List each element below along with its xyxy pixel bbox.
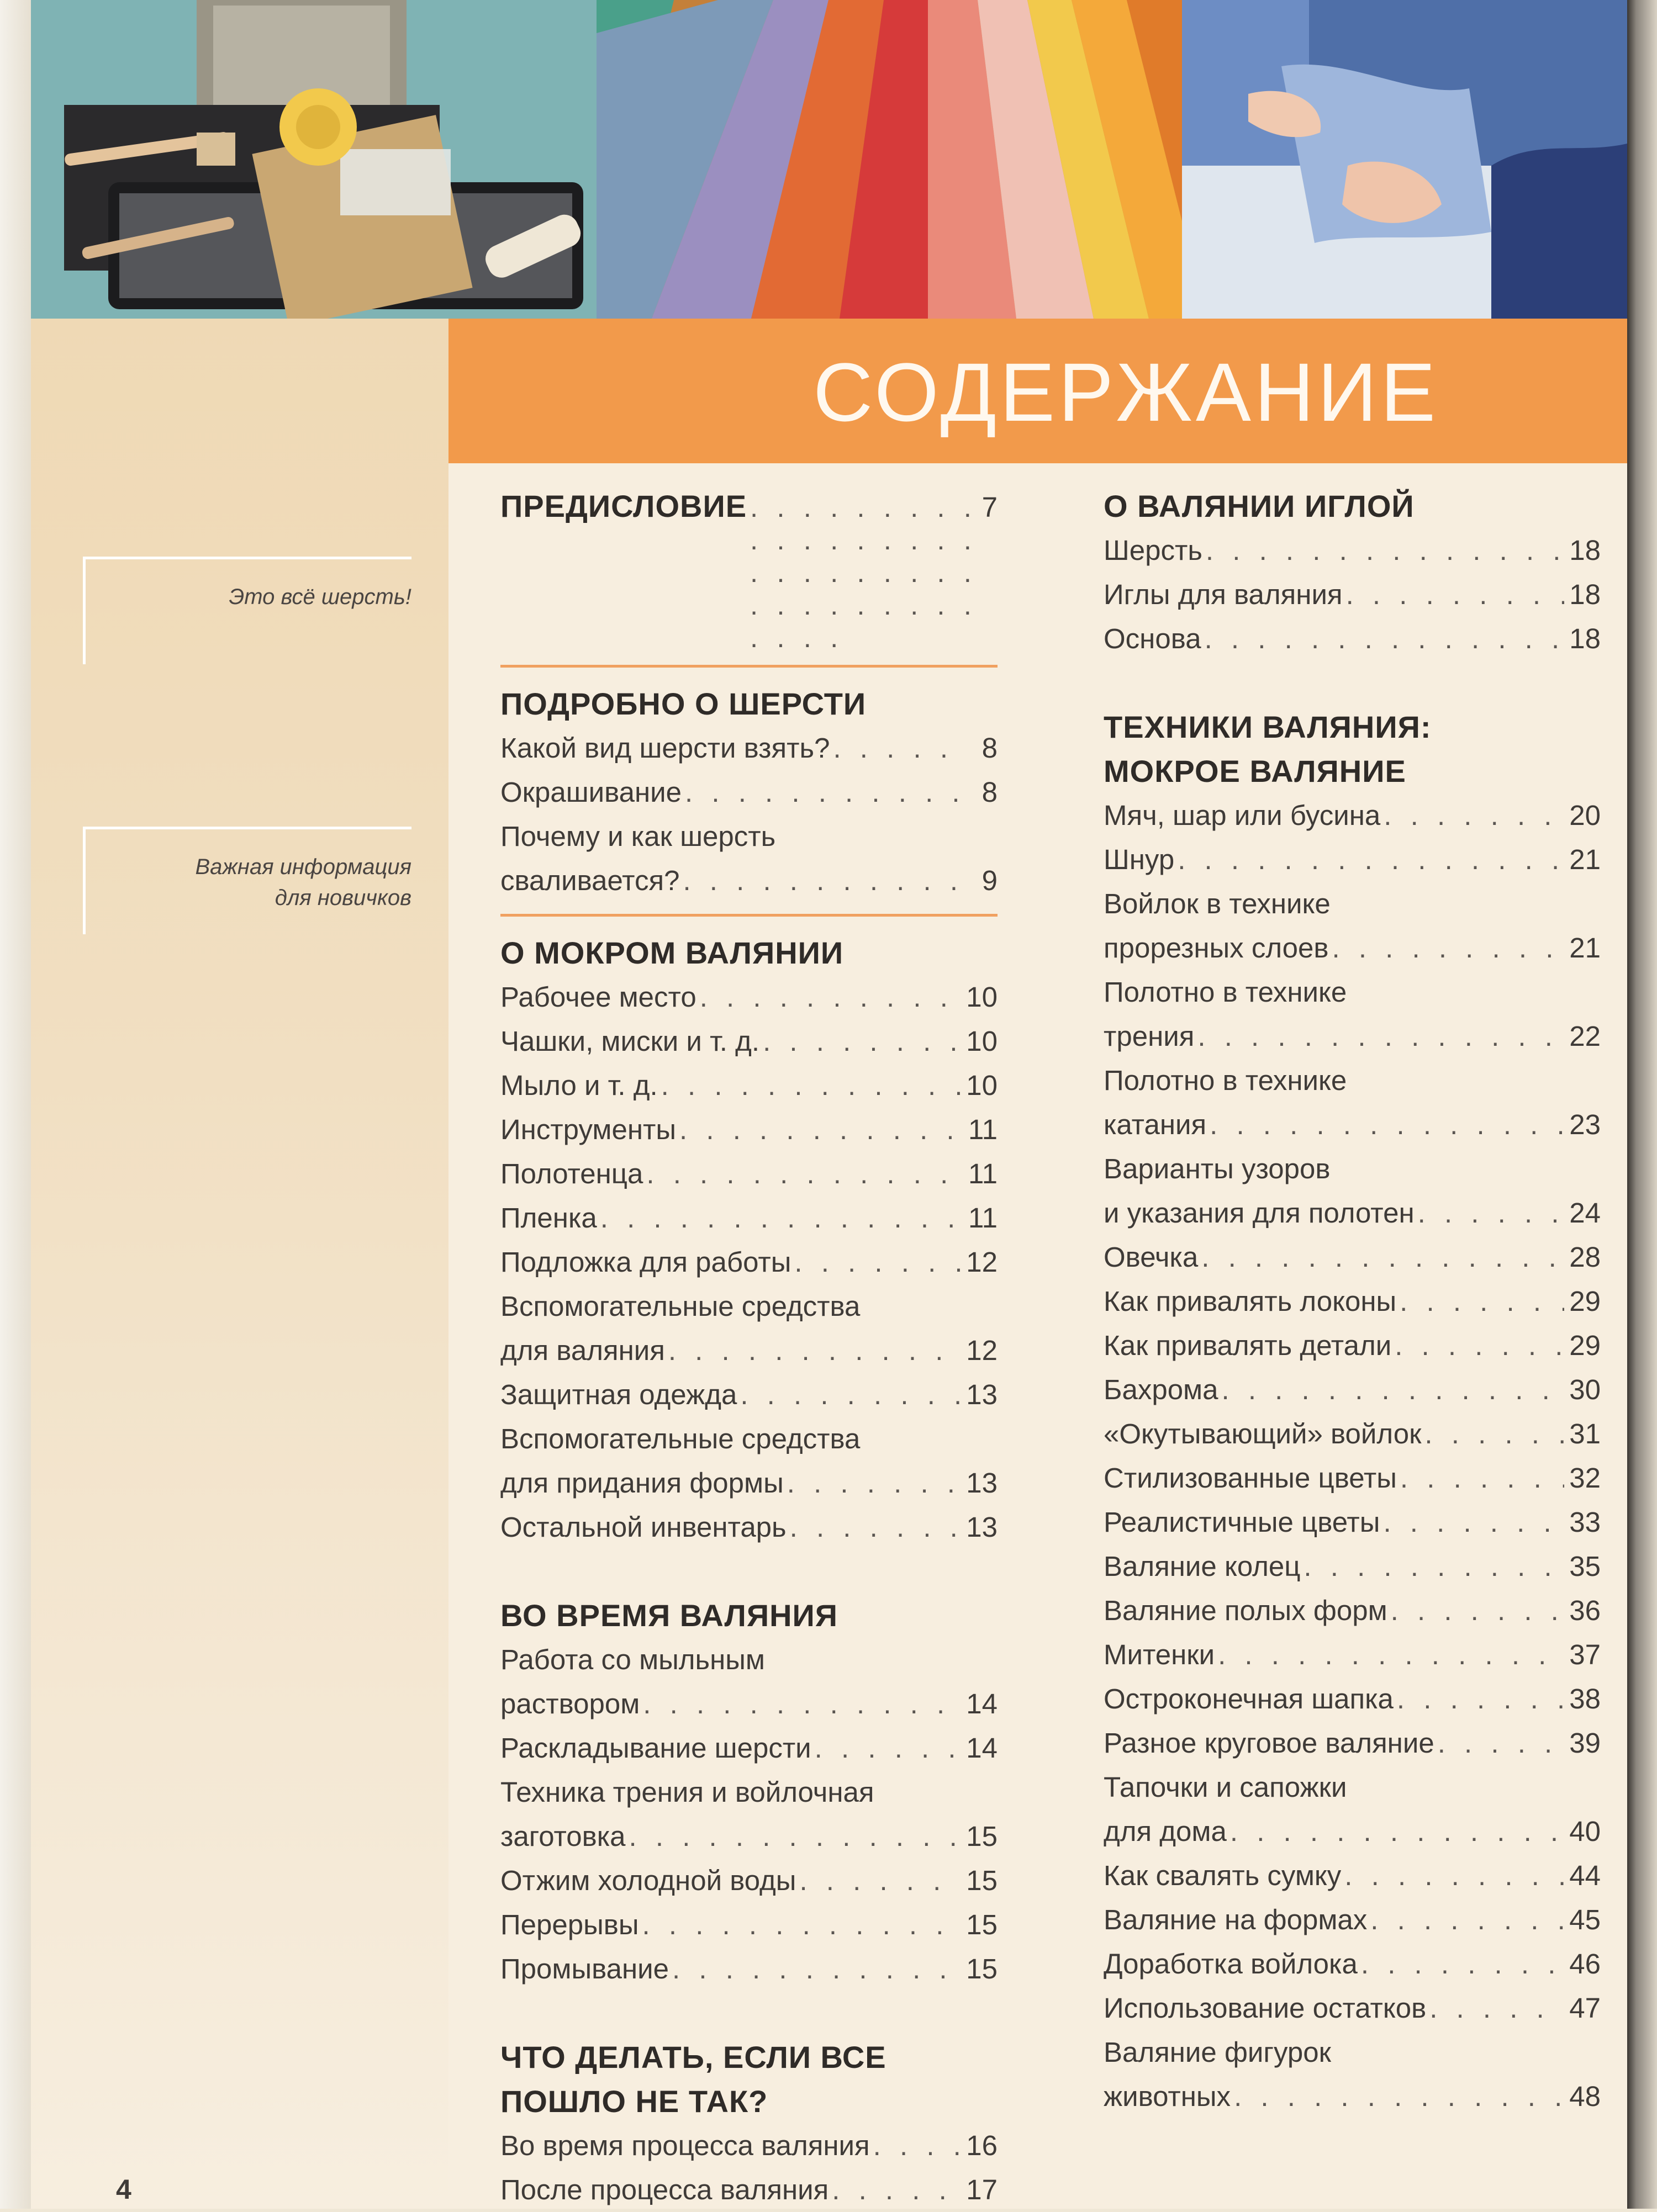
page-ref: 9 bbox=[981, 865, 998, 896]
toc-entry-label: «Окутывающий» войлок bbox=[1104, 1418, 1422, 1449]
leader-dots bbox=[750, 491, 979, 654]
leader-dots bbox=[1201, 1235, 1564, 1279]
toc-entry-label[interactable]: Вспомогательные средства bbox=[500, 1423, 861, 1454]
toc-entry-label: Доработка войлока bbox=[1104, 1948, 1358, 1980]
page-title: СОДЕРЖАНИЕ bbox=[813, 346, 1439, 438]
leader-dots bbox=[794, 1240, 961, 1284]
toc-entry-label: Пленка bbox=[500, 1202, 597, 1234]
leader-dots bbox=[763, 1019, 961, 1063]
page-ref: 37 bbox=[1569, 1639, 1601, 1670]
page-ref: 21 bbox=[1569, 844, 1601, 875]
leader-dots bbox=[600, 1196, 961, 1240]
toc-entry-label: Инструменты bbox=[500, 1114, 677, 1145]
toc-entry-label: Как свалять сумку bbox=[1104, 1860, 1342, 1891]
leader-dots bbox=[672, 1947, 961, 1991]
toc-entry-label: трения bbox=[1104, 1020, 1195, 1052]
page-ref: 12 bbox=[966, 1246, 998, 1278]
page-ref: 14 bbox=[966, 1688, 998, 1719]
leader-dots bbox=[1178, 838, 1564, 882]
toc-entry-label: раствором bbox=[500, 1688, 640, 1719]
toc-entry[interactable] bbox=[500, 1505, 998, 1549]
leader-dots bbox=[1391, 1589, 1564, 1633]
toc-section-title: ТЕХНИКИ ВАЛЯНИЯ: bbox=[1104, 710, 1432, 744]
toc-entry[interactable] bbox=[500, 1019, 998, 1063]
toc-entry[interactable] bbox=[500, 2168, 998, 2212]
page-left-edge bbox=[0, 0, 31, 2209]
section-gap bbox=[500, 1991, 998, 2035]
sidebar-note-wool bbox=[83, 557, 411, 664]
toc-entry-label: После процесса валяния bbox=[500, 2174, 829, 2205]
leader-dots bbox=[1210, 1103, 1564, 1147]
toc-entry[interactable] bbox=[1104, 1191, 1601, 1235]
toc-entry[interactable] bbox=[500, 1726, 998, 1770]
page-ref: 8 bbox=[981, 732, 998, 764]
toc-entry[interactable] bbox=[500, 1329, 998, 1373]
page-ref: 44 bbox=[1569, 1860, 1601, 1891]
toc-entry-label: Промывание bbox=[500, 1953, 669, 1985]
toc-entry-label: Овечка bbox=[1104, 1241, 1199, 1273]
toc-entry-label: Шерсть bbox=[1104, 535, 1202, 566]
toc-entry-label[interactable]: Вспомогательные средства bbox=[500, 1290, 861, 1322]
toc-entry[interactable] bbox=[1104, 1986, 1601, 2030]
section-gap bbox=[500, 1549, 998, 1594]
photo-hands-felting bbox=[1182, 0, 1627, 319]
page-ref: 13 bbox=[966, 1511, 998, 1543]
page-ref: 30 bbox=[1569, 1374, 1601, 1405]
page-ref: 10 bbox=[966, 1070, 998, 1101]
toc-column-right bbox=[1104, 484, 1601, 2119]
leader-dots bbox=[1438, 1721, 1564, 1765]
toc-section-title: ПОДРОБНО О ШЕРСТИ bbox=[500, 686, 867, 721]
page-ref: 18 bbox=[1569, 535, 1601, 566]
section-divider bbox=[500, 665, 998, 668]
page-ref: 20 bbox=[1569, 800, 1601, 831]
leader-dots bbox=[1222, 1368, 1565, 1412]
page-ref: 32 bbox=[1569, 1462, 1601, 1494]
toc-entry-label: для придания формы bbox=[500, 1467, 784, 1499]
toc-entry[interactable] bbox=[500, 1063, 998, 1108]
page-ref: 11 bbox=[968, 1158, 998, 1189]
page-ref: 31 bbox=[1569, 1418, 1601, 1449]
page-ref: 10 bbox=[966, 1025, 998, 1057]
toc-section-title: О МОКРОМ ВАЛЯНИИ bbox=[500, 935, 844, 970]
page-ref: 38 bbox=[1569, 1683, 1601, 1714]
leader-dots bbox=[642, 1903, 961, 1947]
toc-column-left bbox=[500, 484, 998, 2212]
toc-entry-label: сваливается? bbox=[500, 865, 680, 896]
page-ref: 29 bbox=[1569, 1330, 1601, 1361]
leader-dots bbox=[1383, 1500, 1564, 1544]
leader-dots bbox=[1424, 1412, 1564, 1456]
leader-dots bbox=[661, 1063, 961, 1108]
toc-entry-label: Как привалять локоны bbox=[1104, 1285, 1397, 1317]
page-ref: 21 bbox=[1569, 932, 1601, 964]
toc-entry[interactable] bbox=[1104, 1014, 1601, 1059]
leader-dots bbox=[1397, 1677, 1564, 1721]
toc-entry-label[interactable]: Полотно в технике bbox=[1104, 1065, 1347, 1096]
toc-entry-label[interactable]: Работа со мыльным bbox=[500, 1644, 765, 1675]
toc-entry-label: Какой вид шерсти взять? bbox=[500, 732, 830, 764]
sidebar-note-text: Важная информация bbox=[195, 855, 411, 879]
toc-entry-label: Защитная одежда bbox=[500, 1379, 737, 1410]
leader-dots bbox=[1400, 1456, 1564, 1500]
toc-entry-label: Иглы для валяния bbox=[1104, 579, 1343, 610]
toc-entry[interactable] bbox=[1104, 838, 1601, 882]
section-divider bbox=[500, 914, 998, 917]
page-ref: 45 bbox=[1569, 1904, 1601, 1935]
toc-entry[interactable] bbox=[1104, 1854, 1601, 1898]
toc-section-title: ПРЕДИСЛОВИЕ bbox=[500, 489, 747, 523]
toc-entry-label: Валяние колец bbox=[1104, 1550, 1301, 1582]
page-ref: 28 bbox=[1569, 1241, 1601, 1273]
toc-entry[interactable] bbox=[1104, 793, 1601, 838]
toc-entry-label: Шнур bbox=[1104, 844, 1175, 875]
page-ref: 18 bbox=[1569, 623, 1601, 654]
toc-entry-label[interactable]: Тапочки и сапожки bbox=[1104, 1771, 1347, 1803]
leader-dots bbox=[799, 1859, 961, 1903]
toc-entry-label: и указания для полотен bbox=[1104, 1197, 1415, 1229]
page-ref: 8 bbox=[981, 776, 998, 808]
leader-dots bbox=[790, 1505, 961, 1549]
page-ref: 33 bbox=[1569, 1506, 1601, 1538]
toc-entry[interactable] bbox=[1104, 1633, 1601, 1677]
section-gap bbox=[1104, 661, 1601, 705]
toc-entry-label: Остроконечная шапка bbox=[1104, 1683, 1394, 1714]
page-ref: 15 bbox=[966, 1865, 998, 1896]
sidebar-note-text: Это всё шерсть! bbox=[229, 585, 411, 609]
toc-entry-label[interactable]: Полотно в технике bbox=[1104, 976, 1347, 1008]
toc-entry[interactable] bbox=[1104, 1456, 1601, 1500]
toc-entry[interactable] bbox=[500, 1947, 998, 1991]
toc-entry[interactable] bbox=[1104, 1412, 1601, 1456]
page-ref: 22 bbox=[1569, 1020, 1601, 1052]
page-ref: 7 bbox=[981, 491, 998, 523]
toc-entry-label[interactable]: Валяние фигурок bbox=[1104, 2036, 1331, 2068]
page-ref: 48 bbox=[1569, 2081, 1601, 2112]
toc-entry-label[interactable]: Почему и как шерсть bbox=[500, 821, 776, 852]
leader-dots bbox=[1234, 2075, 1564, 2119]
toc-entry[interactable] bbox=[500, 975, 998, 1019]
page-ref: 12 bbox=[966, 1335, 998, 1366]
toc-entry-label: Как привалять детали bbox=[1104, 1330, 1392, 1361]
toc-entry-label: катания bbox=[1104, 1109, 1207, 1140]
leader-dots bbox=[1218, 1633, 1564, 1677]
toc-entry-label: Остальной инвентарь bbox=[500, 1511, 787, 1543]
page-ref: 18 bbox=[1569, 579, 1601, 610]
toc-entry[interactable] bbox=[500, 859, 998, 903]
toc-entry[interactable] bbox=[1104, 1677, 1601, 1721]
toc-entry-label: Окрашивание bbox=[500, 776, 682, 808]
toc-entry[interactable] bbox=[500, 1461, 998, 1505]
page-ref: 24 bbox=[1569, 1197, 1601, 1229]
toc-section-title: ПОШЛО НЕ ТАК? bbox=[500, 2084, 768, 2119]
leader-dots bbox=[815, 1726, 961, 1770]
toc-entry-label: Полотенца bbox=[500, 1158, 643, 1189]
leader-dots bbox=[1346, 573, 1564, 617]
toc-entry[interactable] bbox=[1104, 1279, 1601, 1324]
toc-section-title: О ВАЛЯНИИ ИГЛОЙ bbox=[1104, 489, 1415, 523]
toc-entry[interactable] bbox=[1104, 617, 1601, 661]
toc-entry[interactable] bbox=[1104, 1544, 1601, 1589]
toc-entry[interactable] bbox=[1104, 1898, 1601, 1942]
page-ref: 13 bbox=[966, 1379, 998, 1410]
leader-dots bbox=[700, 975, 961, 1019]
leader-dots bbox=[1304, 1544, 1564, 1589]
page-ref: 35 bbox=[1569, 1550, 1601, 1582]
toc-entry-label: заготовка bbox=[500, 1821, 626, 1852]
toc-entry-label[interactable]: Варианты узоров bbox=[1104, 1153, 1331, 1184]
leader-dots bbox=[1384, 793, 1564, 838]
toc-entry-label: Раскладывание шерсти bbox=[500, 1732, 811, 1764]
toc-entry-label: Рабочее место bbox=[500, 981, 696, 1013]
toc-entry-label: Валяние полых форм bbox=[1104, 1595, 1387, 1626]
page-ref: 16 bbox=[966, 2130, 998, 2161]
page-ref: 36 bbox=[1569, 1595, 1601, 1626]
leader-dots bbox=[1332, 926, 1564, 970]
page-number: 4 bbox=[116, 2174, 131, 2205]
leader-dots bbox=[1206, 528, 1564, 573]
page-ref: 47 bbox=[1569, 1992, 1601, 2024]
toc-entry-label: Во время процесса валяния bbox=[500, 2130, 870, 2161]
page-ref: 40 bbox=[1569, 1816, 1601, 1847]
leader-dots bbox=[683, 859, 961, 903]
toc-entry[interactable] bbox=[500, 1240, 998, 1284]
toc-entry[interactable] bbox=[500, 1859, 998, 1903]
toc-entry[interactable] bbox=[1104, 1324, 1601, 1368]
toc-section-title: МОКРОЕ ВАЛЯНИЕ bbox=[1104, 754, 1406, 789]
toc-entry[interactable] bbox=[1104, 926, 1601, 970]
toc-entry-label: Мыло и т. д. bbox=[500, 1070, 658, 1101]
page-ref: 15 bbox=[966, 1953, 998, 1985]
toc-entry[interactable] bbox=[500, 770, 998, 814]
toc-entry[interactable] bbox=[500, 1814, 998, 1859]
page-ref: 14 bbox=[966, 1732, 998, 1764]
toc-entry[interactable] bbox=[500, 1903, 998, 1947]
toc-entry[interactable] bbox=[1104, 528, 1601, 573]
page-ref: 15 bbox=[966, 1909, 998, 1940]
toc-entry-label: Перерывы bbox=[500, 1909, 639, 1940]
leader-dots bbox=[1344, 1854, 1564, 1898]
leader-dots bbox=[1370, 1898, 1564, 1942]
book-spine-shadow bbox=[1627, 0, 1657, 2209]
leader-dots bbox=[685, 770, 961, 814]
toc-entry-label: Подложка для работы bbox=[500, 1246, 791, 1278]
leader-dots bbox=[832, 2168, 961, 2212]
page-ref: 11 bbox=[968, 1114, 998, 1145]
page-ref: 23 bbox=[1569, 1109, 1601, 1140]
toc-entry[interactable] bbox=[500, 1108, 998, 1152]
photo-colored-wool bbox=[597, 0, 1182, 319]
toc-entry-label: для дома bbox=[1104, 1816, 1227, 1847]
toc-entry[interactable] bbox=[1104, 1942, 1601, 1986]
toc-entry[interactable] bbox=[1104, 1103, 1601, 1147]
toc-entry-label: для валяния bbox=[500, 1335, 665, 1366]
toc-entry[interactable] bbox=[500, 484, 998, 654]
toc-entry[interactable] bbox=[1104, 1235, 1601, 1279]
toc-entry[interactable] bbox=[1104, 573, 1601, 617]
toc-entry-label: Стилизованные цветы bbox=[1104, 1462, 1397, 1494]
leader-dots bbox=[1197, 1014, 1564, 1059]
toc-entry-label: Чашки, миски и т. д. bbox=[500, 1025, 760, 1057]
toc-section-title: ВО ВРЕМЯ ВАЛЯНИЯ bbox=[500, 1598, 838, 1633]
toc-entry-label: Реалистичные цветы bbox=[1104, 1506, 1380, 1538]
toc-section-title: ЧТО ДЕЛАТЬ, ЕСЛИ ВСЕ bbox=[500, 2040, 886, 2075]
leader-dots bbox=[787, 1461, 961, 1505]
toc-entry-label: Основа bbox=[1104, 623, 1201, 654]
toc-entry[interactable] bbox=[500, 726, 998, 770]
toc-entry-label: Митенки bbox=[1104, 1639, 1215, 1670]
sidebar-note-beginners bbox=[83, 827, 411, 934]
leader-dots bbox=[643, 1682, 961, 1726]
toc-entry[interactable] bbox=[1104, 1809, 1601, 1854]
toc-entry[interactable] bbox=[500, 2124, 998, 2168]
leader-dots bbox=[679, 1108, 961, 1152]
toc-entry[interactable] bbox=[500, 1682, 998, 1726]
leader-dots bbox=[1418, 1191, 1564, 1235]
toc-entry-label[interactable]: Войлок в технике bbox=[1104, 888, 1331, 919]
toc-entry[interactable] bbox=[1104, 2075, 1601, 2119]
toc-entry-label: Мяч, шар или бусина bbox=[1104, 800, 1381, 831]
leader-dots bbox=[833, 726, 961, 770]
leader-dots bbox=[1429, 1986, 1564, 2030]
toc-entry[interactable] bbox=[500, 1152, 998, 1196]
toc-entry-label: прорезных слоев bbox=[1104, 932, 1329, 964]
leader-dots bbox=[646, 1152, 961, 1196]
leader-dots bbox=[1205, 617, 1564, 661]
leader-dots bbox=[668, 1329, 961, 1373]
toc-entry-label: Отжим холодной воды bbox=[500, 1865, 796, 1896]
sidebar-note-text: для новичков bbox=[275, 886, 411, 910]
toc-entry[interactable] bbox=[1104, 1500, 1601, 1544]
leader-dots bbox=[629, 1814, 961, 1859]
toc-entry-label: Бахрома bbox=[1104, 1374, 1218, 1405]
page-ref: 13 bbox=[966, 1467, 998, 1499]
page-ref: 10 bbox=[966, 981, 998, 1013]
page-ref: 15 bbox=[966, 1821, 998, 1852]
toc-entry-label[interactable]: Техника трения и войлочная bbox=[500, 1776, 874, 1808]
page-ref: 46 bbox=[1569, 1948, 1601, 1980]
toc-entry-label: Валяние на формах bbox=[1104, 1904, 1368, 1935]
leader-dots bbox=[1230, 1809, 1564, 1854]
page-ref: 11 bbox=[968, 1202, 998, 1234]
toc-entry-label: Использование остатков bbox=[1104, 1992, 1427, 2024]
page-ref: 17 bbox=[966, 2174, 998, 2205]
page-ref: 39 bbox=[1569, 1727, 1601, 1759]
toc-entry-label: Разное круговое валяние bbox=[1104, 1727, 1434, 1759]
toc-entry[interactable] bbox=[500, 1373, 998, 1417]
leader-dots bbox=[1400, 1279, 1564, 1324]
leader-dots bbox=[740, 1373, 961, 1417]
toc-entry-label: животных bbox=[1104, 2081, 1231, 2112]
photo-felting-tools bbox=[31, 0, 597, 319]
toc-entry[interactable] bbox=[1104, 1721, 1601, 1765]
toc-entry[interactable] bbox=[500, 1196, 998, 1240]
leader-dots bbox=[1361, 1942, 1564, 1986]
leader-dots bbox=[1395, 1324, 1564, 1368]
page-ref: 29 bbox=[1569, 1285, 1601, 1317]
toc-entry[interactable] bbox=[1104, 1589, 1601, 1633]
toc-entry[interactable] bbox=[1104, 1368, 1601, 1412]
leader-dots bbox=[873, 2124, 961, 2168]
